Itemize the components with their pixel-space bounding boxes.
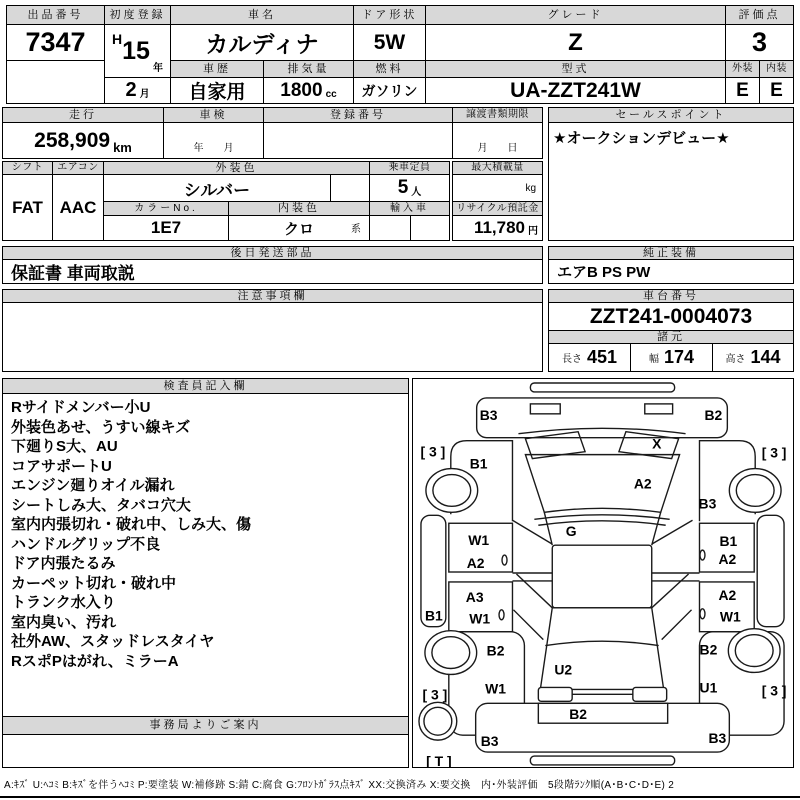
car-diagram-svg <box>413 379 793 767</box>
damage-code-label: B3 <box>708 730 727 747</box>
shift-value: FAT <box>2 174 53 241</box>
transfer-deadline-value <box>452 122 543 159</box>
damage-code-label: [ 3 ] <box>422 686 448 703</box>
exterior-color-empty-cell <box>330 174 370 202</box>
inspector-note-line: Rサイドメンバー小U <box>11 399 151 416</box>
aircon-value: AAC <box>52 174 104 241</box>
damage-code-label: B1 <box>424 607 443 624</box>
bottom-border-line <box>0 796 800 798</box>
inspector-note-line: 下廻りS大、AU <box>11 438 118 455</box>
damage-code-label: [ T ] <box>426 752 452 767</box>
max-load-header: 最大積載量 <box>452 161 543 175</box>
capacity-value <box>369 174 450 202</box>
exterior-color-header: 外装色 <box>103 161 370 175</box>
cowl-arc-1 <box>534 515 669 519</box>
damage-code-label: W1 <box>469 610 491 627</box>
damage-code-label: W1 <box>485 680 506 697</box>
door-shape-header: ドア形状 <box>353 5 426 25</box>
transfer-placeholder: 月 日 <box>477 143 518 154</box>
interior-color-value <box>228 215 370 241</box>
damage-code-label: A2 <box>718 586 737 603</box>
inspector-note-line: コアサポートU <box>11 457 112 475</box>
rear-window-arc <box>545 641 658 645</box>
damage-code-label: U1 <box>699 679 718 696</box>
spec-height-value: 144 <box>750 347 781 367</box>
inspector-note-line: トランク水入り <box>11 594 116 611</box>
inspector-note-line: 室内内張切れ・破れ中、しみ大、傷 <box>11 516 252 533</box>
damage-code-label: U2 <box>554 661 573 678</box>
capacity-header: 乗車定員 <box>369 161 450 175</box>
spec-length-value: 451 <box>586 347 618 367</box>
d-pillar-left-2 <box>513 610 543 640</box>
windshield-top-arc <box>518 428 685 433</box>
inspector-note-line: カーペット切れ・破れ中 <box>11 574 177 592</box>
damage-code-label: B3 <box>480 733 499 750</box>
rear-panel <box>538 703 667 723</box>
inspector-note-line: ハンドルグリップ不良 <box>11 535 161 553</box>
damage-code-label: A2 <box>466 555 485 572</box>
damage-code-label: B2 <box>704 406 723 423</box>
import-value <box>369 215 450 241</box>
color-no-header: カラーNo. <box>103 201 229 216</box>
car-name-value: カルディナ <box>170 24 354 61</box>
shaken-value <box>163 122 264 159</box>
displacement-value <box>263 77 354 104</box>
chassis-no-header: 車台番号 <box>548 289 794 303</box>
registration-no-value <box>263 122 453 159</box>
max-load-unit: kg <box>525 182 536 194</box>
damage-code-label: B3 <box>479 406 498 423</box>
auction-no-value: 7347 <box>6 24 105 61</box>
d-pillar-left-1 <box>516 574 552 608</box>
damage-code-label: B2 <box>486 642 505 659</box>
interior-color-suffix: 系 <box>351 224 361 235</box>
import-header: 輸入車 <box>369 201 450 216</box>
transfer-deadline-header: 譲渡書類期限 <box>452 107 543 123</box>
capacity-unit: 人 <box>411 187 422 198</box>
damage-code-label: G <box>565 523 577 540</box>
door-handle-front-right <box>700 550 705 560</box>
d-pillar-right-1 <box>652 574 689 608</box>
import-cell-divider <box>410 216 411 240</box>
inspector-note-line: エンジン廻りオイル漏れ <box>11 477 175 494</box>
damage-code-label: A2 <box>718 551 737 568</box>
inspector-note-line: ドア内張たるみ <box>11 555 116 572</box>
sales-point-text: ★オークションデビュー★ <box>553 130 730 147</box>
first-reg-month-unit: 月 <box>139 89 150 100</box>
oem-equipment-value: エアB PS PW <box>548 259 794 284</box>
displacement-header: 排気量 <box>263 60 354 78</box>
inspector-note-line: 室内臭い、汚れ <box>11 613 117 631</box>
shift-header: シフト <box>2 161 53 175</box>
damage-code-label: B1 <box>469 455 488 472</box>
model-header: 型式 <box>425 60 726 78</box>
color-no-value: 1E7 <box>103 215 229 241</box>
inspector-header: 検査員記入欄 <box>2 378 409 394</box>
inspector-note-line: RスポPはがれ、ミラーA <box>11 652 179 670</box>
first-reg-year: 15 <box>122 36 150 65</box>
spec-width-value: 174 <box>663 347 695 367</box>
front-bumper <box>477 398 728 438</box>
legend-text: A:ｷｽﾞ U:ﾍｺﾐ B:ｷｽﾞを伴うﾍｺﾐ P:要塗装 W:補修跡 S:錆 C:腐食 G:ﾌﾛﾝﾄｶﾞﾗｽ点ｷｽﾞ XX:交換済み X:要交換 内･外装評価 5段階ﾗﾝｸ順(A･B･C･D･E) 2 <box>4 780 675 791</box>
recycle-value <box>452 215 543 241</box>
cowl-arc-2 <box>538 521 665 525</box>
later-parts-header: 後日発送部品 <box>2 246 543 260</box>
spec-height-label: 高さ <box>725 354 746 365</box>
model-value: UA-ZZT241W <box>425 77 726 104</box>
tail-light-left <box>538 687 572 701</box>
first-reg-year-cell <box>104 24 171 78</box>
damage-code-label: B2 <box>569 706 588 723</box>
damage-code-label: X <box>652 435 662 452</box>
exterior-grade-value: E <box>725 77 760 104</box>
later-parts-value: 保証書 車両取説 <box>2 259 543 284</box>
damage-code-label: B3 <box>698 495 717 512</box>
door-handle-rear-left <box>499 610 504 620</box>
first-reg-month: 2 <box>125 79 137 101</box>
displacement-number: 1800 <box>280 79 323 101</box>
interior-color-name: クロ <box>283 220 314 238</box>
auction-no-header: 出品番号 <box>6 5 105 25</box>
front-bumper-inset-left <box>530 404 560 414</box>
inspector-notes-box <box>2 393 409 717</box>
damage-code-label: [ 3 ] <box>761 444 787 461</box>
specs-header: 諸元 <box>548 330 794 344</box>
sill-panel-right <box>757 515 784 626</box>
chassis-no-value: ZZT241-0004073 <box>548 302 794 331</box>
capacity-number: 5 <box>397 177 409 198</box>
recycle-header: リサイクル預託金 <box>452 201 543 216</box>
car-name-header: 車名 <box>170 5 354 25</box>
sales-point-box <box>548 122 794 241</box>
hood <box>525 455 679 513</box>
damage-code-label: A2 <box>633 475 652 492</box>
mileage-header: 走行 <box>2 107 164 123</box>
car-damage-diagram <box>412 378 794 768</box>
recycle-unit: 円 <box>528 226 538 237</box>
tail-light-right <box>633 687 667 701</box>
spec-length-label: 長さ <box>561 354 582 365</box>
inspector-note-line: 外装色あせ、うすい線キズ <box>11 418 191 436</box>
history-header: 車歴 <box>170 60 264 78</box>
spec-width-label: 幅 <box>648 354 659 365</box>
caution-box <box>2 302 543 372</box>
score-header: 評価点 <box>725 5 794 25</box>
door-shape-value: 5W <box>353 24 426 61</box>
grade-value: Z <box>425 24 726 61</box>
mileage-value <box>2 122 164 159</box>
history-value: 自家用 <box>170 77 264 104</box>
damage-code-label: B2 <box>699 641 718 658</box>
rear-bottom-bar <box>530 756 674 765</box>
inspector-note-line: シートしみ大、タバコ穴大 <box>11 496 191 514</box>
shaken-header: 車検 <box>163 107 264 123</box>
office-box <box>2 734 409 768</box>
spec-length <box>548 343 631 372</box>
exterior-grade-header: 外装 <box>725 60 760 78</box>
spec-width <box>630 343 713 372</box>
damage-code-label: [ 3 ] <box>420 443 446 460</box>
front-top-bar <box>530 383 674 392</box>
door-handle-front-left <box>502 555 507 565</box>
score-value: 3 <box>725 24 794 61</box>
registration-no-header: 登録番号 <box>263 107 453 123</box>
caution-header: 注意事項欄 <box>2 289 543 303</box>
max-load-value <box>452 174 543 202</box>
sales-point-header: セールスポイント <box>548 107 794 123</box>
interior-color-header: 内装色 <box>228 201 370 216</box>
d-pillar-right-2 <box>662 610 692 640</box>
interior-grade-value: E <box>759 77 794 104</box>
recycle-number: 11,780 <box>473 218 525 237</box>
mileage-unit: km <box>113 140 132 155</box>
first-reg-header: 初度登録 <box>104 5 171 25</box>
damage-code-label: W1 <box>719 608 741 625</box>
oem-equipment-header: 純正装備 <box>548 246 794 260</box>
aircon-header: エアコン <box>52 161 104 175</box>
mileage-number: 258,909 <box>34 128 111 152</box>
displacement-unit: cc <box>325 89 337 100</box>
shaken-placeholder: 年 月 <box>193 143 234 154</box>
fuel-header: 燃料 <box>353 60 426 78</box>
front-bumper-inset-right <box>645 404 673 414</box>
fuel-value: ガソリン <box>353 77 426 104</box>
interior-grade-header: 内装 <box>759 60 794 78</box>
office-header: 事務局よりご案内 <box>2 716 409 735</box>
roof <box>552 545 651 608</box>
damage-code-label: A3 <box>465 588 484 605</box>
door-handle-rear-right <box>700 609 705 619</box>
first-reg-year-unit: 年 <box>152 63 163 74</box>
exterior-color-value: シルバー <box>103 174 331 202</box>
inspector-note-line: 社外AW、スタッドレスタイヤ <box>11 633 215 650</box>
damage-code-label: B1 <box>719 533 738 550</box>
grade-header: グレード <box>425 5 726 25</box>
damage-code-label: [ 3 ] <box>761 682 787 699</box>
auction-no-empty-cell <box>6 60 105 104</box>
first-reg-month-cell <box>104 77 171 104</box>
first-reg-era: H <box>112 31 123 47</box>
damage-code-label: W1 <box>468 532 490 549</box>
spec-height <box>712 343 794 372</box>
